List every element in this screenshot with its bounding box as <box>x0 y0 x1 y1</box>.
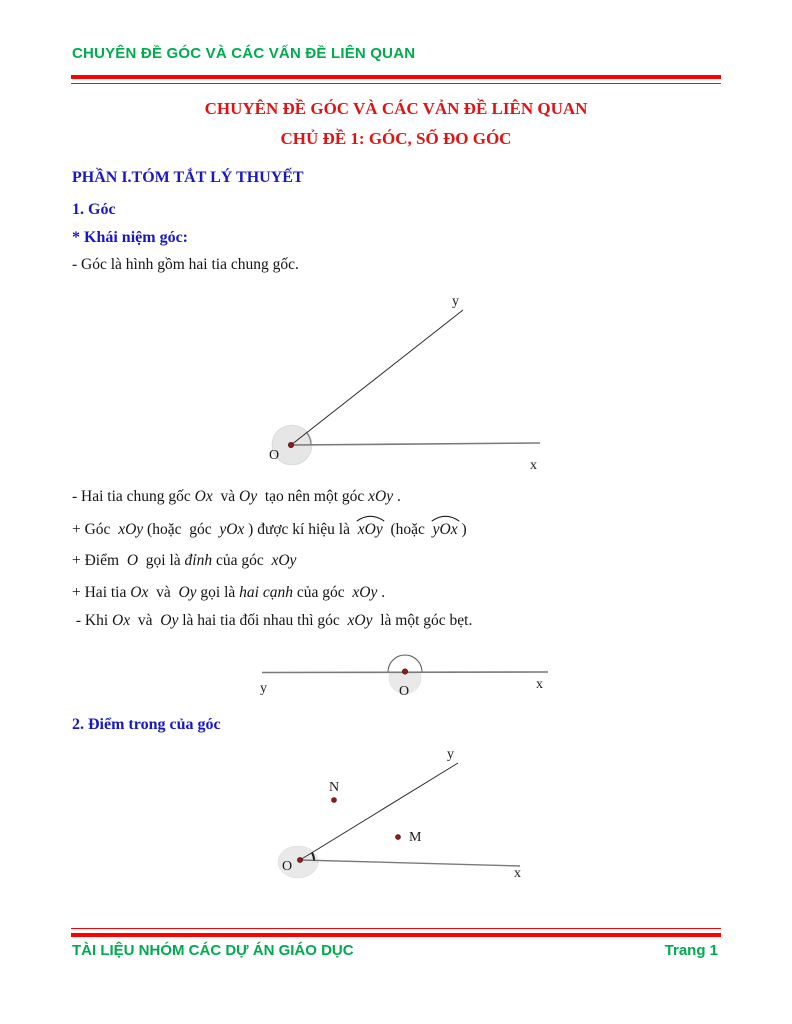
text: gọi là <box>138 552 185 569</box>
line-4 <box>72 584 385 602</box>
angle-notation-yOx <box>433 521 458 539</box>
line-3 <box>72 552 296 570</box>
math-O: O <box>126 552 139 569</box>
label-O: O <box>269 448 280 463</box>
arc-hat-icon <box>356 515 385 522</box>
label-x: x <box>530 458 537 473</box>
footer-page-number: Trang 1 <box>664 942 718 959</box>
header-rule <box>71 75 721 84</box>
label-x: x <box>536 677 543 692</box>
label-O: O <box>399 684 410 699</box>
text: - Khi <box>72 612 113 629</box>
term-hai-canh: hai cạnh <box>239 584 293 601</box>
text: của góc <box>292 584 353 601</box>
text: và <box>212 488 240 505</box>
heading-section2: 2. Điểm trong của góc <box>72 716 221 733</box>
text: và <box>130 612 161 629</box>
point-M-dot <box>396 835 401 840</box>
heading-part1: PHẦN I.TÓM TẮT LÝ THUYẾT <box>72 169 304 186</box>
line-2 <box>72 521 467 539</box>
text: tạo nên một góc <box>257 488 369 505</box>
intro-text: Góc là hình gồm hai tia chung gốc. <box>77 256 299 273</box>
footer-brand: TÀI LIỆU NHÓM CÁC DỰ ÁN GIÁO DỤC <box>72 942 354 959</box>
term-dinh: đỉnh <box>184 552 213 569</box>
label-x: x <box>514 866 521 881</box>
math-Ox: Ox <box>194 488 213 505</box>
footer-rule <box>71 928 721 937</box>
text: + Hai tia <box>72 584 131 601</box>
text: ) <box>457 521 467 538</box>
text: . <box>393 488 401 505</box>
math-Oy: Oy <box>178 584 197 601</box>
text: gọi là <box>196 584 240 601</box>
math-xOy: xOy <box>347 612 373 629</box>
running-header-title: CHUYÊN ĐỀ GÓC VÀ CÁC VẤN ĐỀ LIÊN QUAN <box>72 45 416 62</box>
doc-title: CHUYÊN ĐỀ GÓC VÀ CÁC VẢN ĐỀ LIÊN QUAN <box>204 99 588 118</box>
text: là hai tia đối nhau thì góc <box>178 612 348 629</box>
label-O: O <box>282 859 293 874</box>
text: . <box>377 584 386 601</box>
math-Ox: Ox <box>130 584 149 601</box>
text: - Hai tia chung gốc <box>72 488 195 505</box>
math-xOy: xOy <box>352 584 378 601</box>
point-O-dot <box>298 858 303 863</box>
label-y: y <box>447 747 454 762</box>
math-xOy: xOy <box>368 488 394 505</box>
ray-Ox <box>300 860 520 866</box>
angle-notation-xOy <box>358 521 383 539</box>
text: và <box>148 584 179 601</box>
doc-subtitle: CHỦ ĐỀ 1: GÓC, SỐ ĐO GÓC <box>280 129 512 148</box>
figure-points-in-angle <box>270 745 530 890</box>
math-yOx-hat: yOx <box>432 521 458 538</box>
point-O-dot <box>402 669 407 674</box>
math-xOy-hat: xOy <box>357 521 383 538</box>
label-M: M <box>409 830 422 845</box>
point-N-dot <box>332 798 337 803</box>
heading-section1: 1. Góc <box>72 201 116 218</box>
text: ) được kí hiệu là <box>244 521 358 538</box>
ray-Oy <box>291 310 463 445</box>
line-5 <box>72 612 472 630</box>
text: của góc <box>212 552 272 569</box>
math-xOy: xOy <box>271 552 297 569</box>
ray-Oy <box>300 763 458 860</box>
math-xOy: xOy <box>118 521 144 538</box>
math-Ox: Ox <box>112 612 131 629</box>
math-Oy: Oy <box>160 612 179 629</box>
text: (hoặc góc <box>143 521 220 538</box>
heading-concept: * Khái niệm góc: <box>72 229 188 246</box>
point-O-dot <box>288 442 293 447</box>
line-intro <box>72 256 299 274</box>
label-y: y <box>260 681 267 696</box>
text: + Góc <box>72 521 119 538</box>
ray-Ox <box>291 443 540 445</box>
label-y: y <box>452 294 459 309</box>
label-N: N <box>329 780 340 795</box>
math-yOx: yOx <box>219 521 245 538</box>
line-1 <box>72 488 401 506</box>
text: (hoặc <box>382 521 433 538</box>
text: là một góc bẹt. <box>372 612 473 629</box>
math-Oy: Oy <box>239 488 258 505</box>
figure-straight-angle <box>250 640 560 705</box>
figure-angle-xOy <box>230 285 560 475</box>
intro-dash: - <box>72 256 78 273</box>
text: + Điểm <box>72 552 127 569</box>
arc-hat-icon <box>431 515 460 522</box>
